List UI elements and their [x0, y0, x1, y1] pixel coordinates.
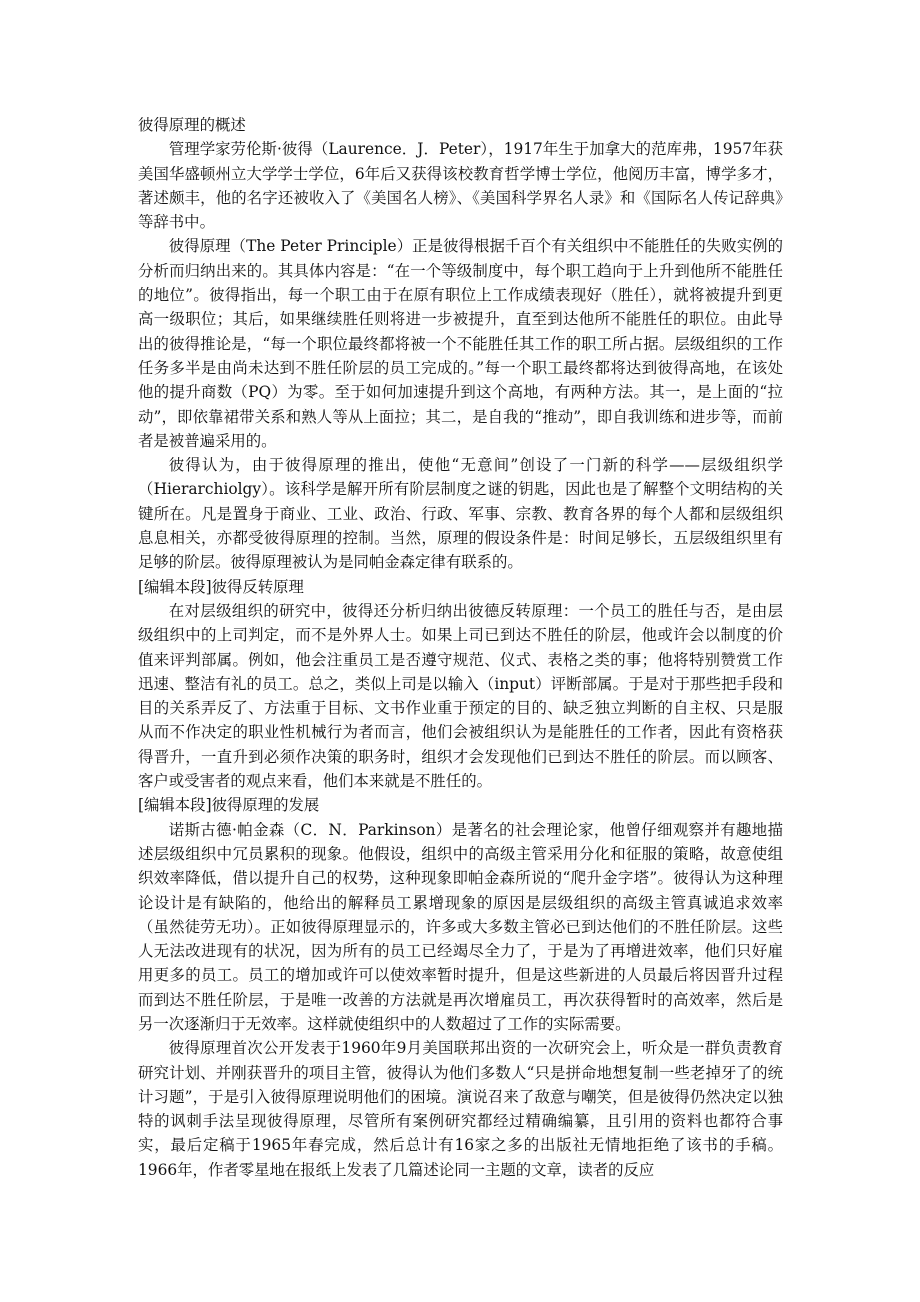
section-heading-reverse-principle: [编辑本段]彼得反转原理: [138, 577, 304, 596]
paragraph-hierarchiology: 彼得认为，由于彼得原理的推出，使他“无意间”创设了一门新的科学——层级组织学（Hierarchiolgy）。该科学是解开所有阶层制度之谜的钥匙，因此也是了解整个文明结构的关键所在。凡是置身于商业、工业、政治、行政、军事、宗教、教育各界的每个人都和层级组织息息相关，亦都受彼得原理的控制。当然，原理的假设条件是：时间足够长，五层级组织里有足够的阶层。彼得原理被认为是同帕金森定律有联系的。: [138, 456, 783, 572]
document-title: 彼得原理的概述: [138, 116, 246, 134]
document-page: [138, 113, 783, 1182]
paragraph-publication-history: 彼得原理首次公开发表于1960年9月美国联邦出资的一次研究会上，听众是一群负责教育研究计划、并刚获晋升的项目主管，彼得认为他们多数人“只是拼命地想复制一些老掉牙了的统计习题”，于是引入彼得原理说明他们的困境。演说召来了敌意与嘲笑，但是彼得仍然决定以独特的讽刺手法呈现彼得原理，尽管所有案例研究都经过精确编纂，且引用的资料也都符合事实，最后定稿于1965年春完成，然后总计有16家之多的出版社无情地拒绝了该书的手稿。1966年，作者零星地在报纸上发表了几篇述论同一主题的文章，读者的反应: [138, 1039, 783, 1179]
paragraph-reverse-principle: 在对层级组织的研究中，彼得还分析归纳出彼德反转原理：一个员工的胜任与否，是由层级组织中的上司判定，而不是外界人士。如果上司已到达不胜任的阶层，他或许会以制度的价值来评判部属。例如，他会注重员工是否遵守规范、仪式、表格之类的事；他将特别赞赏工作迅速、整洁有礼的员工。总之，类似上司是以输入（input）评断部属。于是对于那些把手段和目的关系弄反了、方法重于目标、文书作业重于预定的目的、缺乏独立判断的自主权、只是服从而不作决定的职业性机械行为者而言，他们会被组织认为是能胜任的工作者，因此有资格获得晋升，一直升到必须作决策的职务时，组织才会发现他们已到达不胜任的阶层。而以顾客、客户或受害者的观点来看，他们本来就是不胜任的。: [138, 601, 783, 791]
paragraph-parkinson: 诺斯古德·帕金森（C．N．Parkinson）是著名的社会理论家，他曾仔细观察并有趣地描述层级组织中冗员累积的现象。他假设，组织中的高级主管采用分化和征服的策略，故意使组织效率降低，借以提升自己的权势，这种现象即帕金森所说的“爬升金字塔”。彼得认为这种理论设计是有缺陷的，他给出的解释员工累增现象的原因是层级组织的高级主管真诚追求效率（虽然徒劳无功）。正如彼得原理显示的，许多或大多数主管必已到达他们的不胜任阶层。这些人无法改进现有的状况，因为所有的员工已经竭尽全力了，于是为了再增进效率，他们只好雇用更多的员工。员工的增加或许可以使效率暂时提升，但是这些新进的人员最后将因晋升过程而到达不胜任阶层，于是唯一改善的方法就是再次增雇员工，再次获得暂时的高效率，然后是另一次逐渐归于无效率。这样就使组织中的人数超过了工作的实际需要。: [138, 820, 783, 1033]
section-heading-development: [编辑本段]彼得原理的发展: [138, 796, 320, 815]
paragraph-peter-principle-definition: 彼得原理（The Peter Principle）正是彼得根据千百个有关组织中不能胜任的失败实例的分析而归纳出来的。其具体内容是：“在一个等级制度中，每个职工趋向于上升到他所不能胜任的地位”。彼得指出，每一个职工由于在原有职位上工作成绩表现好（胜任），就将被提升到更高一级职位；其后，如果继续胜任则将进一步被提升，直至到达他所不能胜任的职位。由此导出的彼得推论是，“每一个职位最终都将被一个不能胜任其工作的职工所占据。层级组织的工作任务多半是由尚未达到不胜任阶层的员工完成的。”每一个职工最终都将达到彼得高地，在该处他的提升商数（PQ）为零。至于如何加速提升到这个高地，有两种方法。其一，是上面的“拉动”，即依靠裙带关系和熟人等从上面拉；其二，是自我的“推动”，即自我训练和进步等，而前者是被普遍采用的。: [138, 237, 783, 450]
paragraph-peter-biography: 管理学家劳伦斯·彼得（Laurence．J．Peter），1917年生于加拿大的范库弗，1957年获美国华盛顿州立大学学士学位，6年后又获得该校教育哲学博士学位，他阅历丰富，博学多才，著述颇丰，他的名字还被收入了《美国名人榜》、《美国科学界名人录》和《国际名人传记辞典》等辞书中。: [138, 140, 783, 232]
